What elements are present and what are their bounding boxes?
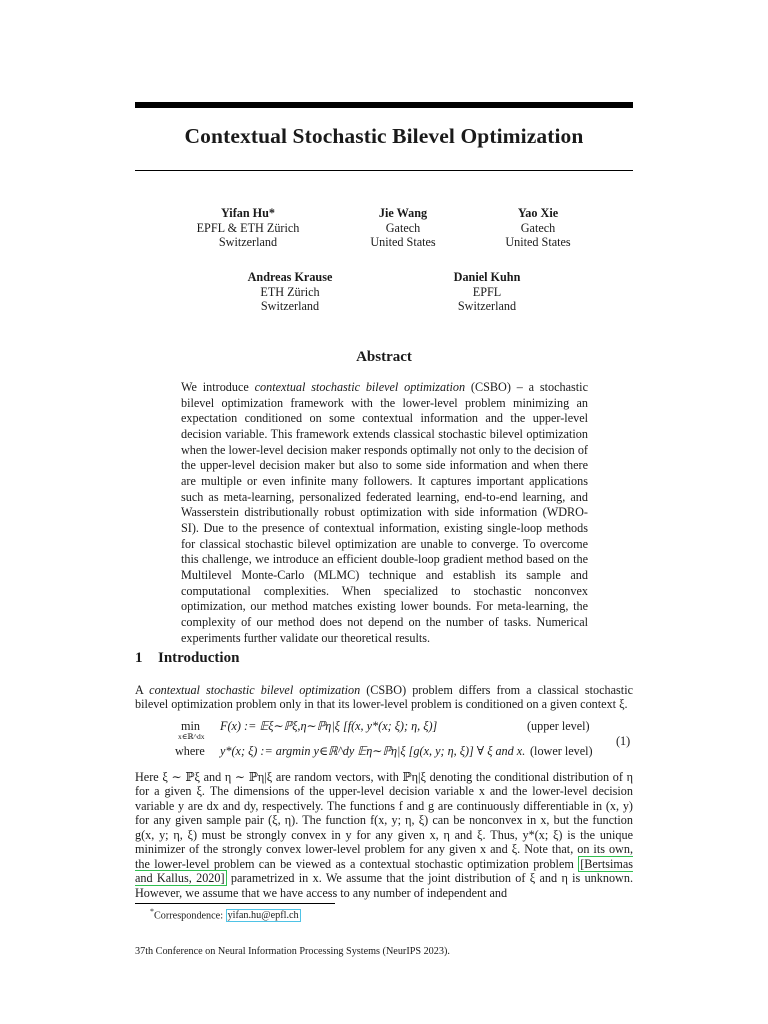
author-country: United States [505, 235, 571, 249]
author-country: Switzerland [260, 299, 320, 313]
author-block [417, 270, 557, 314]
eq-lower-level: y*(x; ξ) := argmin y∈ℝ^dy 𝔼η∼ℙη|ξ [g(x, y; η, ξ)] ∀ ξ and x. [220, 744, 526, 758]
citation-link[interactable]: [Bertsimas and Kallus, 2020] [135, 856, 633, 886]
author-name: Andreas Krause [247, 270, 333, 284]
venue-note: 37th Conference on Neural Information Processing Systems (NeurIPS 2023). [135, 946, 450, 957]
abstract-text: We introduce contextual stochastic bilevel optimization (CSBO) – a stochastic bilevel optimization framework with the lower-level problem minimizing an expectation conditioned on some contextual information and the upper-level decision variable. This framework extends classical stochastic bilevel optimization when the lower-level decision maker responds optimally not only to the decision of the upper-level decision maker but also to some side information and when there are multiple or even infinite many followers. It captures important applications such as meta-learning, personalized federated learning, end-to-end learning, and Wasserstein distributionally robust optimization with side information (WDRO-SI). Due to the presence of contextual information, existing single-loop methods for classical stochastic bilevel optimization are unable to converge. To overcome this challenge, we introduce an efficient double-loop gradient method based on the Multilevel Monte-Carlo (MLMC) technique and establish its sample and computational complexities. When specialized to stochastic nonconvex optimization, our method matches existing lower bounds. For meta-learning, the complexity of our method does not depend on the number of tasks. Numerical experiments further validate our theoretical results. [181, 380, 588, 645]
footnote-rule [135, 903, 335, 904]
author-name: Daniel Kuhn [453, 270, 521, 284]
eq-lower-tag: (lower level) [530, 744, 593, 758]
eq-min-sub: x∈ℝ^dx [178, 732, 205, 741]
author-country: Switzerland [218, 235, 278, 249]
author-name: Jie Wang [378, 206, 428, 220]
email-link[interactable]: yifan.hu@epfl.ch [227, 910, 299, 922]
author-country: Switzerland [457, 299, 517, 313]
author-affiliation: EPFL [472, 284, 502, 299]
eq-upper-level: F(x) := 𝔼ξ∼ℙξ,η∼ℙη|ξ [f(x, y*(x; ξ); η, ξ)] [220, 719, 438, 733]
author-affiliation: Gatech [520, 220, 556, 235]
author-affiliation: ETH Zürich [260, 284, 320, 299]
abstract-term: contextual stochastic bilevel optimization [254, 380, 466, 394]
section-title: Introduction [158, 650, 240, 666]
author-affiliation: Gatech [385, 220, 421, 235]
eq-upper-tag: (upper level) [527, 719, 590, 733]
author-block [220, 270, 360, 314]
author-block [333, 206, 473, 250]
eq-number: (1) [616, 734, 631, 748]
intro-term: contextual stochastic bilevel optimization [149, 683, 361, 697]
intro-paragraph-2: Here ξ ∼ ℙξ and η ∼ ℙη|ξ are random vectors, with ℙη|ξ denoting the conditional distribution of η for a given ξ. The dimensions of the upper-level decision variable x and the lower-level decision variable y are dx and dy, respectively. The functions f and g are continuously differentiable in (x, y) for any given sample pair (ξ, η). The function f(x, y; η, ξ) can be nonconvex in x, but the function g(x, y; η, ξ) must be strongly convex in y for any given x, η and ξ. Thus, y*(x; ξ) is the unique minimizer of the strongly convex lower-level problem for any given x and ξ. Note that, on its own, the lower-level problem can be viewed as a contextual stochastic optimization problem [Bertsimas and Kallus, 2020] parametrized in x. We assume that the joint distribution of ξ and η is unknown. However, we assume that we have access to any number of independent and [135, 770, 633, 900]
section-number: 1 [135, 650, 143, 666]
author-block [468, 206, 608, 250]
author-name: Yao Xie [517, 206, 559, 220]
author-name: Yifan Hu* [220, 206, 276, 220]
author-country: United States [370, 235, 436, 249]
abstract-heading: Abstract [356, 349, 412, 365]
author-block [178, 206, 318, 250]
footnote: *Correspondence: yifan.hu@epfl.ch [150, 907, 299, 922]
section-heading [135, 650, 239, 667]
eq-min-label: min [181, 719, 200, 733]
author-affiliation: EPFL & ETH Zürich [196, 220, 300, 235]
paper-title: Contextual Stochastic Bilevel Optimization [184, 124, 584, 148]
eq-where-label: where [175, 744, 205, 758]
top-rule [135, 102, 633, 108]
intro-paragraph: A contextual stochastic bilevel optimization (CSBO) problem differs from a classical stochastic bilevel optimization problem only in that its lower-level problem is conditioned on a given context ξ. [135, 683, 633, 712]
title-rule [135, 170, 633, 171]
